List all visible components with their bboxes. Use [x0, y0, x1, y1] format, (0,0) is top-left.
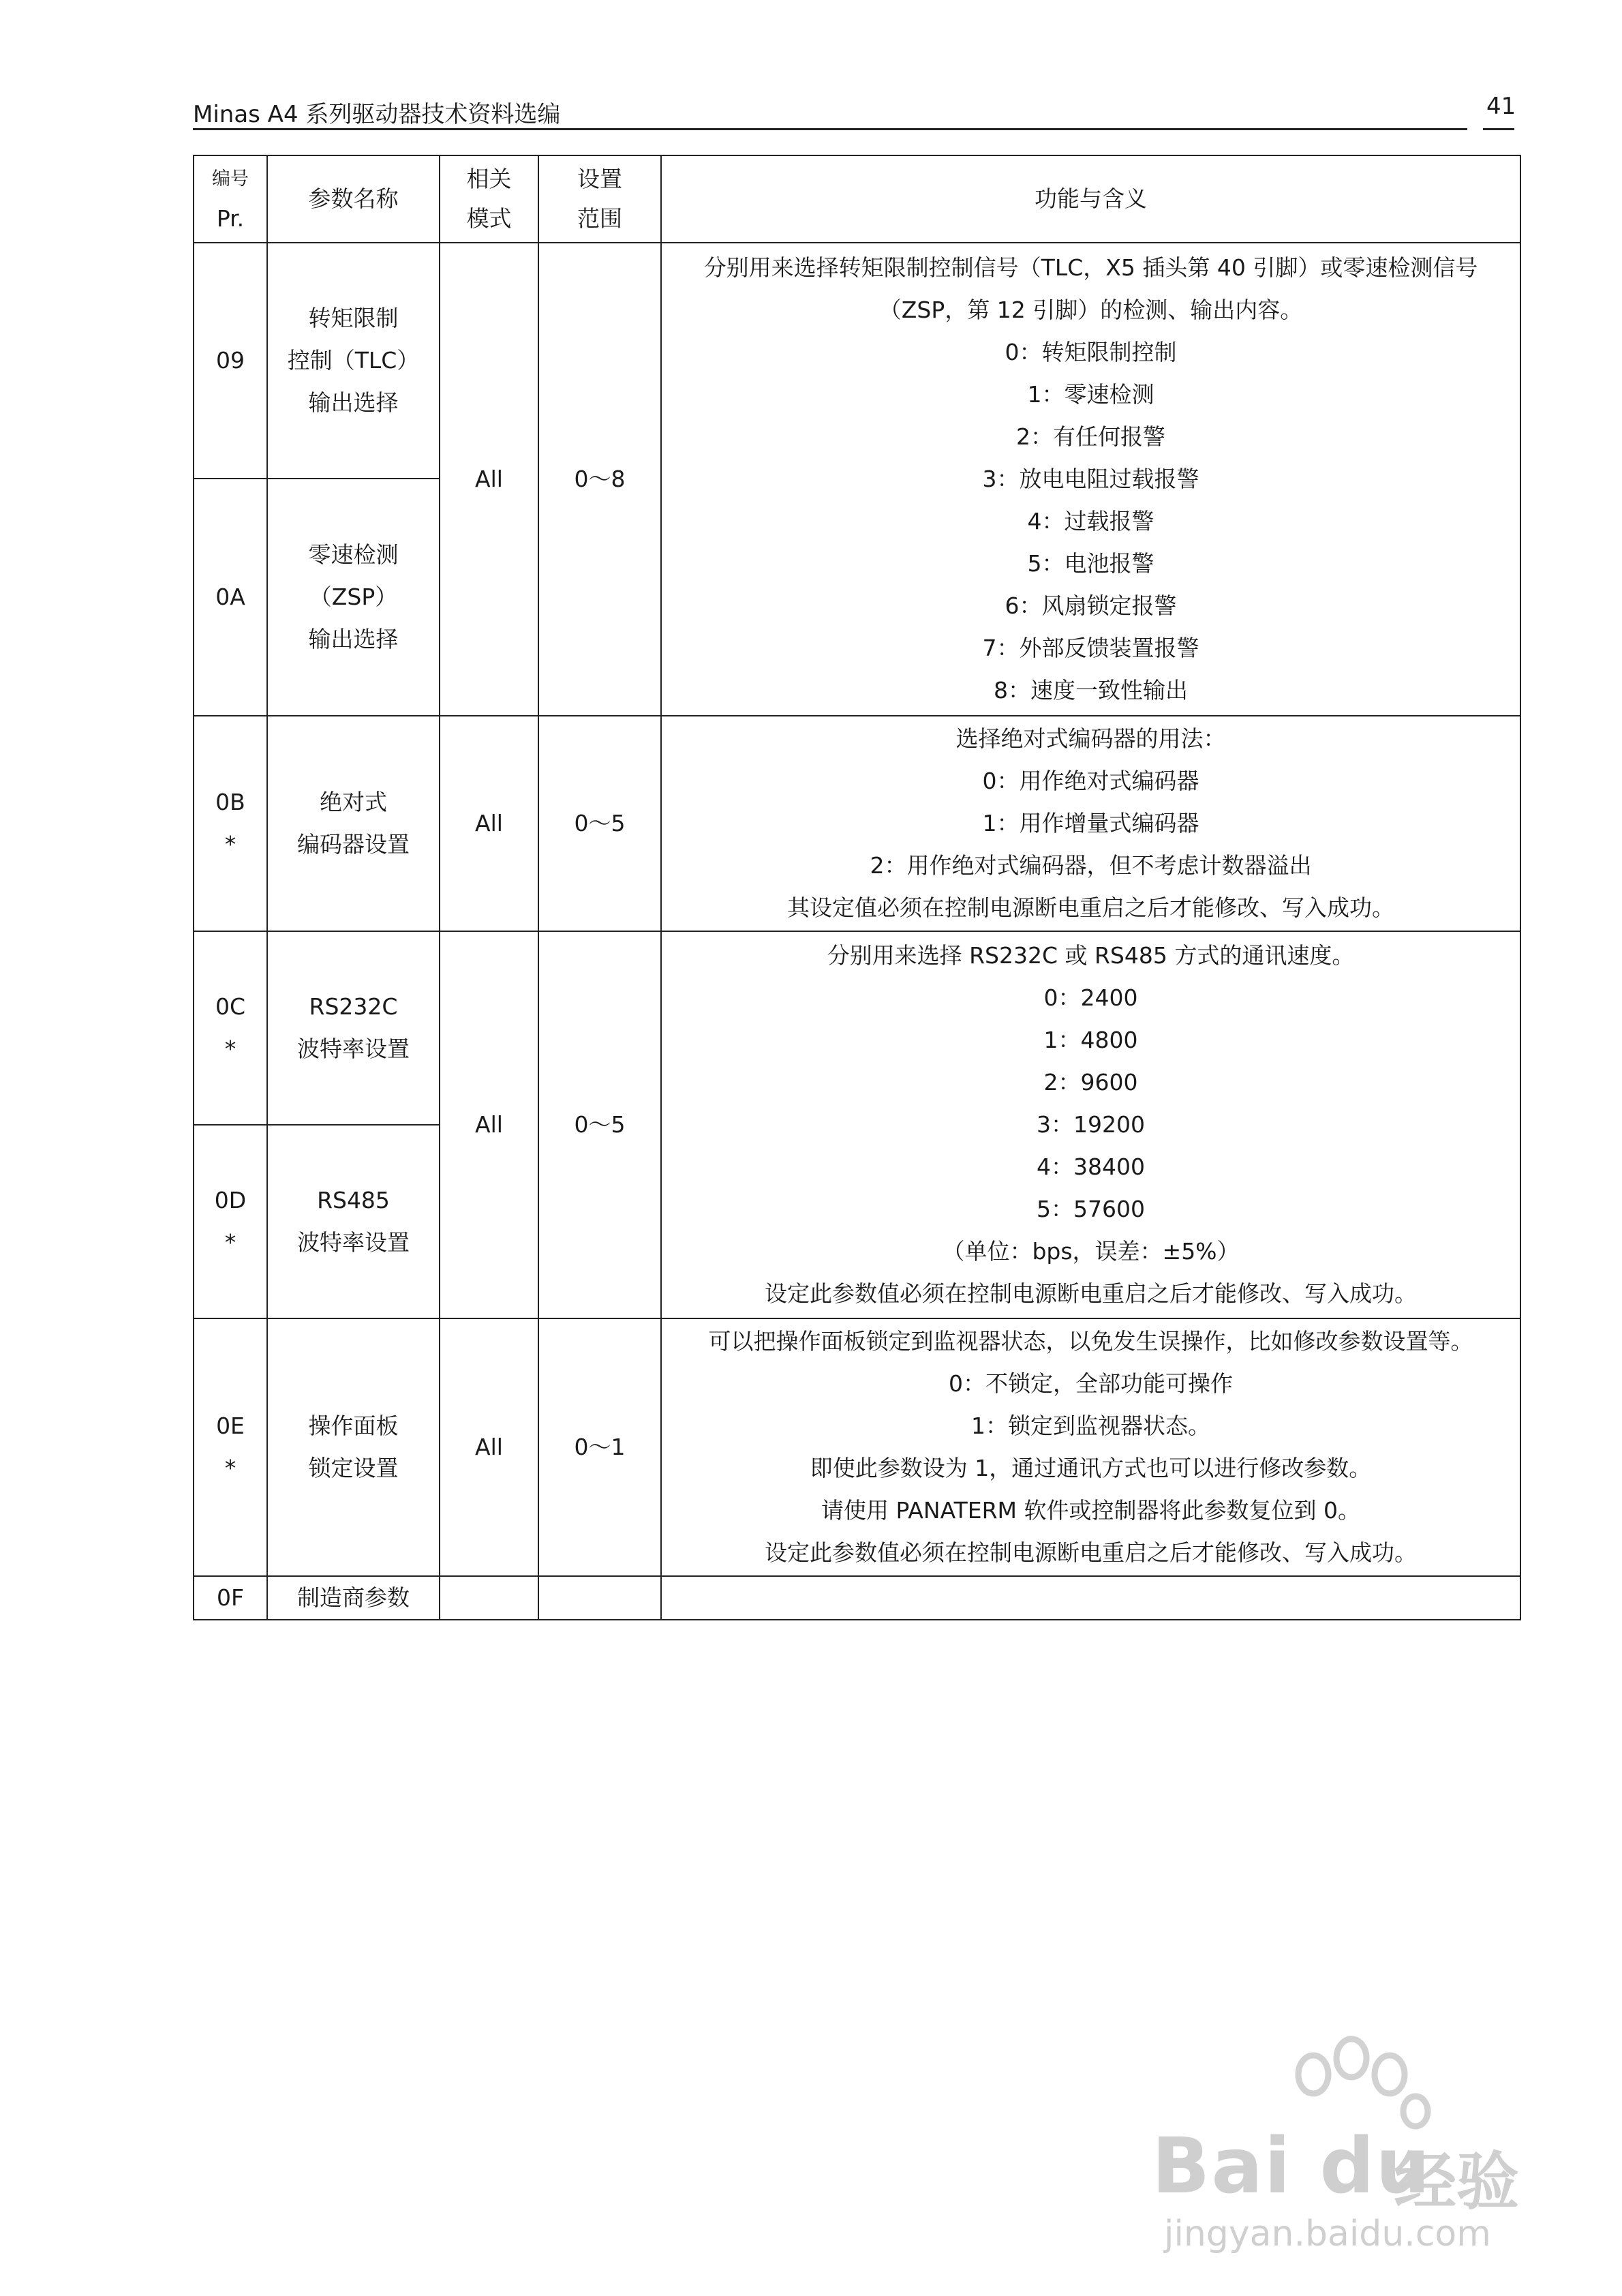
param-mode: All — [440, 243, 538, 716]
param-number: 0A — [194, 479, 267, 716]
table-row — [194, 931, 1520, 1125]
param-mode — [440, 1576, 538, 1620]
table-row — [194, 243, 1520, 479]
param-name: 绝对式 编码器设置 — [267, 716, 440, 931]
header-rule — [193, 128, 1467, 130]
param-range: 0～1 — [538, 1318, 661, 1576]
param-range: 0～8 — [538, 243, 661, 716]
param-name: RS485 波特率设置 — [267, 1125, 440, 1318]
watermark-url: jingyan.baidu.com — [1164, 2214, 1491, 2254]
param-description: 分别用来选择转矩限制控制信号（TLC，X5 插头第 40 引脚）或零速检测信号 （ZSP，第 12 引脚）的检测、输出内容。 0：转矩限制控制 1：零速检测 2：有任何报警 3：放电电阻过载报警 4：过载报警 5：电池报警 6：风扇锁定报警 7：外部反馈装置报警 8：速度一致性输出 — [661, 243, 1520, 716]
param-number: 0F — [194, 1576, 267, 1620]
param-name: 转矩限制 控制（TLC） 输出选择 — [267, 243, 440, 479]
table-row — [194, 1576, 1520, 1620]
watermark — [1152, 2035, 1533, 2260]
table-row — [194, 716, 1520, 931]
parameter-table — [193, 155, 1521, 1620]
col-header-range: 设置 范围 — [538, 155, 661, 243]
param-range: 0～5 — [538, 716, 661, 931]
col-header-mode: 相关 模式 — [440, 155, 538, 243]
table-row — [194, 1318, 1520, 1576]
col-header-number: 编号 Pr. — [194, 155, 267, 243]
param-description: 分别用来选择 RS232C 或 RS485 方式的通讯速度。 0：2400 1：4800 2：9600 3：19200 4：38400 5：57600 （单位：bps，误差：±5%） 设定此参数值必须在控制电源断电重启之后才能修改、写入成功。 — [661, 931, 1520, 1318]
col-header-name: 参数名称 — [267, 155, 440, 243]
param-range: 0～5 — [538, 931, 661, 1318]
param-number: 0C * — [194, 931, 267, 1125]
param-description: 选择绝对式编码器的用法： 0：用作绝对式编码器 1：用作增量式编码器 2：用作绝对式编码器，但不考虑计数器溢出 其设定值必须在控制电源断电重启之后才能修改、写入成功。 — [661, 716, 1520, 931]
col-header-description: 功能与含义 — [661, 155, 1520, 243]
watermark-label: 经验 — [1394, 2145, 1520, 2218]
document-header-title: Minas A4 系列驱动器技术资料选编 — [193, 101, 561, 128]
param-number: 09 — [194, 243, 267, 479]
param-name: 零速检测 （ZSP） 输出选择 — [267, 479, 440, 716]
param-name: 制造商参数 — [267, 1576, 440, 1620]
param-number: 0D * — [194, 1125, 267, 1318]
param-name: 操作面板 锁定设置 — [267, 1318, 440, 1576]
param-description: 可以把操作面板锁定到监视器状态，以免发生误操作，比如修改参数设置等。 0：不锁定，全部功能可操作 1：锁定到监视器状态。 即使此参数设为 1，通过通讯方式也可以进行修改参数。 请使用 PANATERM 软件或控制器将此参数复位到 0。 设定此参数值必须在控制电源断电重启之后才能修改、写入成功。 — [661, 1318, 1520, 1576]
page-number-rule — [1483, 128, 1514, 130]
param-mode: All — [440, 1318, 538, 1576]
param-range — [538, 1576, 661, 1620]
param-name: RS232C 波特率设置 — [267, 931, 440, 1125]
param-description — [661, 1576, 1520, 1620]
table-header-row — [194, 155, 1520, 243]
page-number: 41 — [1486, 93, 1516, 120]
param-mode: All — [440, 931, 538, 1318]
param-number: 0B * — [194, 716, 267, 931]
watermark-brand: Bai du — [1152, 2122, 1432, 2211]
param-mode: All — [440, 716, 538, 931]
param-number: 0E * — [194, 1318, 267, 1576]
